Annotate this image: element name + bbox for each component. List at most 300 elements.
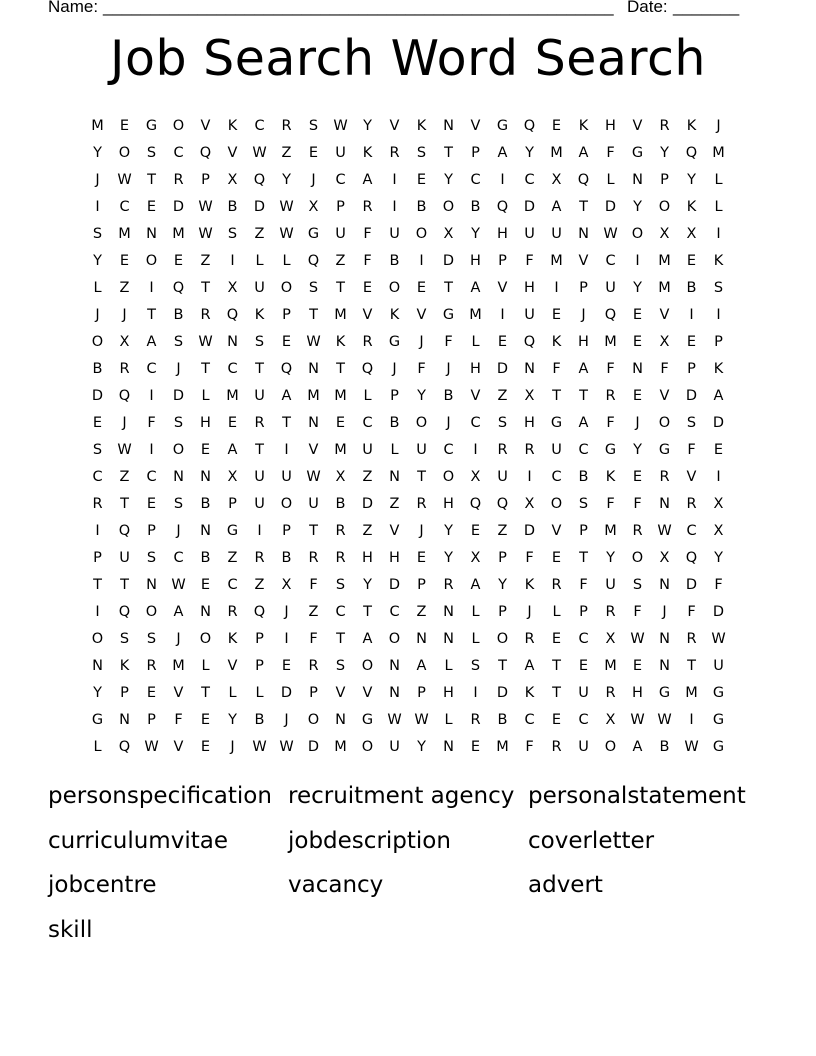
grid-letter: K: [254, 307, 265, 323]
grid-letter: W: [198, 334, 213, 350]
grid-letter: Z: [416, 604, 427, 620]
grid-letter: N: [416, 631, 427, 647]
grid-letter: W: [306, 334, 321, 350]
grid-letter: Y: [417, 388, 426, 404]
grid-letter: R: [335, 550, 346, 566]
grid-letter: C: [92, 469, 103, 485]
grid-letter: C: [335, 604, 346, 620]
grid-letter: H: [497, 226, 508, 242]
grid-letter: J: [446, 415, 451, 431]
grid-letter: J: [122, 307, 127, 323]
grid-letter: N: [146, 226, 157, 242]
grid-letter: W: [171, 577, 186, 593]
grid-letter: C: [551, 469, 562, 485]
grid-letter: B: [578, 469, 589, 485]
grid-letter: W: [279, 739, 294, 755]
grid-letter: I: [716, 226, 721, 242]
grid-letter: M: [334, 388, 347, 404]
grid-letter: K: [686, 199, 697, 215]
grid-letter: E: [416, 280, 427, 296]
grid-letter: V: [470, 118, 481, 134]
grid-letter: T: [363, 604, 372, 620]
grid-letter: A: [551, 199, 562, 215]
grid-letter: R: [254, 550, 265, 566]
grid-letter: G: [307, 226, 320, 242]
grid-letter: S: [146, 145, 157, 161]
grid-letter: O: [307, 712, 320, 728]
grid-letter: Y: [363, 577, 372, 593]
grid-letter: S: [254, 334, 265, 350]
grid-letter: O: [145, 253, 158, 269]
grid-letter: L: [363, 388, 372, 404]
grid-letter: G: [631, 145, 644, 161]
grid-letter: O: [496, 631, 509, 647]
grid-letter: P: [147, 523, 156, 539]
grid-row: [84, 437, 732, 464]
grid-letter: R: [416, 496, 427, 512]
grid-letter: K: [713, 361, 724, 377]
grid-letter: N: [443, 118, 454, 134]
grid-letter: J: [230, 739, 235, 755]
grid-letter: T: [579, 550, 588, 566]
grid-letter: B: [659, 739, 670, 755]
grid-letter: S: [686, 415, 697, 431]
grid-letter: V: [659, 307, 670, 323]
grid-letter: F: [309, 631, 318, 647]
grid-letter: V: [362, 685, 373, 701]
grid-letter: Z: [497, 523, 508, 539]
grid-letter: U: [605, 280, 616, 296]
grid-letter: D: [388, 577, 401, 593]
grid-letter: T: [552, 658, 561, 674]
grid-letter: C: [605, 253, 616, 269]
grid-letter: V: [227, 145, 238, 161]
grid-row: [84, 140, 732, 167]
grid-letter: G: [361, 712, 374, 728]
grid-letter: P: [714, 334, 723, 350]
grid-letter: P: [255, 658, 264, 674]
grid-letter: O: [415, 415, 428, 431]
grid-letter: M: [334, 442, 347, 458]
grid-letter: Y: [417, 739, 426, 755]
grid-letter: T: [309, 307, 318, 323]
grid-letter: W: [657, 523, 672, 539]
grid-letter: K: [578, 118, 589, 134]
grid-letter: Q: [604, 307, 617, 323]
grid-letter: P: [687, 361, 696, 377]
grid-letter: I: [95, 604, 100, 620]
grid-letter: L: [714, 199, 723, 215]
grid-letter: T: [120, 577, 129, 593]
grid-letter: B: [686, 280, 697, 296]
grid-letter: W: [333, 118, 348, 134]
grid-letter: L: [282, 253, 291, 269]
grid-letter: X: [227, 469, 238, 485]
grid-letter: E: [119, 253, 130, 269]
grid-letter: R: [524, 442, 535, 458]
grid-letter: S: [92, 226, 103, 242]
grid-letter: F: [525, 253, 534, 269]
grid-letter: P: [579, 523, 588, 539]
grid-letter: H: [389, 550, 400, 566]
grid-letter: J: [527, 604, 532, 620]
grid-letter: N: [200, 523, 211, 539]
grid-letter: Q: [307, 253, 320, 269]
grid-letter: K: [227, 631, 238, 647]
grid-letter: E: [281, 658, 292, 674]
grid-letter: J: [581, 307, 586, 323]
grid-letter: R: [686, 631, 697, 647]
grid-letter: Y: [282, 172, 291, 188]
grid-letter: I: [392, 172, 397, 188]
grid-row: [84, 356, 732, 383]
grid-row: [84, 329, 732, 356]
grid-letter: H: [443, 496, 454, 512]
grid-letter: T: [336, 631, 345, 647]
grid-letter: T: [147, 172, 156, 188]
grid-letter: E: [713, 442, 724, 458]
grid-letter: T: [255, 442, 264, 458]
grid-letter: J: [419, 523, 424, 539]
grid-letter: E: [551, 307, 562, 323]
grid-letter: O: [172, 118, 185, 134]
grid-letter: J: [635, 415, 640, 431]
grid-letter: F: [687, 604, 696, 620]
word-list-item: skill: [48, 916, 93, 943]
grid-letter: L: [714, 172, 723, 188]
grid-letter: P: [201, 172, 210, 188]
grid-letter: J: [662, 604, 667, 620]
grid-letter: F: [552, 361, 561, 377]
grid-letter: P: [228, 496, 237, 512]
grid-letter: W: [117, 172, 132, 188]
grid-letter: H: [470, 253, 481, 269]
grid-letter: R: [119, 361, 130, 377]
grid-letter: T: [201, 685, 210, 701]
grid-letter: N: [524, 361, 535, 377]
grid-letter: Q: [118, 388, 131, 404]
grid-letter: T: [552, 388, 561, 404]
grid-letter: C: [146, 361, 157, 377]
grid-letter: U: [281, 469, 292, 485]
grid-letter: I: [527, 469, 532, 485]
grid-row: [84, 707, 732, 734]
grid-letter: K: [605, 469, 616, 485]
grid-letter: F: [633, 496, 642, 512]
grid-letter: F: [606, 145, 615, 161]
grid-letter: Q: [118, 604, 131, 620]
grid-letter: O: [280, 280, 293, 296]
grid-letter: X: [605, 631, 616, 647]
grid-letter: E: [200, 577, 211, 593]
grid-letter: U: [254, 388, 265, 404]
grid-letter: C: [578, 631, 589, 647]
grid-letter: R: [659, 118, 670, 134]
grid-letter: F: [147, 415, 156, 431]
grid-letter: P: [120, 685, 129, 701]
grid-letter: X: [605, 712, 616, 728]
grid-letter: W: [252, 145, 267, 161]
grid-letter: G: [658, 442, 671, 458]
grid-letter: J: [392, 361, 397, 377]
grid-letter: V: [173, 739, 184, 755]
grid-letter: U: [416, 442, 427, 458]
grid-letter: R: [92, 496, 103, 512]
grid-row: [84, 194, 732, 221]
grid-letter: U: [254, 469, 265, 485]
grid-letter: R: [389, 145, 400, 161]
grid-letter: E: [632, 388, 643, 404]
grid-letter: R: [497, 442, 508, 458]
grid-letter: F: [525, 550, 534, 566]
grid-letter: Q: [199, 145, 212, 161]
grid-row: [84, 464, 732, 491]
grid-letter: C: [254, 118, 265, 134]
grid-letter: D: [685, 577, 698, 593]
grid-letter: A: [524, 658, 535, 674]
grid-letter: O: [442, 469, 455, 485]
grid-letter: M: [226, 388, 239, 404]
grid-letter: J: [716, 118, 721, 134]
grid-letter: U: [551, 442, 562, 458]
grid-letter: K: [416, 118, 427, 134]
grid-row: [84, 545, 732, 572]
grid-letter: P: [93, 550, 102, 566]
grid-letter: B: [200, 550, 211, 566]
grid-letter: Y: [606, 550, 615, 566]
grid-letter: U: [308, 496, 319, 512]
grid-letter: R: [281, 118, 292, 134]
grid-letter: K: [551, 334, 562, 350]
grid-letter: T: [444, 145, 453, 161]
grid-letter: B: [227, 199, 238, 215]
grid-letter: U: [524, 307, 535, 323]
grid-letter: B: [335, 496, 346, 512]
grid-letter: Q: [226, 307, 239, 323]
word-list-item: personspecification: [48, 783, 272, 809]
grid-letter: O: [91, 631, 104, 647]
page-title: Job Search Word Search: [110, 30, 706, 87]
grid-row: [84, 248, 732, 275]
grid-letter: H: [443, 685, 454, 701]
grid-letter: Y: [228, 712, 237, 728]
grid-letter: I: [500, 172, 505, 188]
grid-letter: E: [308, 145, 319, 161]
grid-letter: N: [443, 739, 454, 755]
grid-row: [84, 734, 732, 761]
grid-row: [84, 626, 732, 653]
grid-letter: N: [443, 631, 454, 647]
grid-letter: K: [335, 334, 346, 350]
grid-letter: G: [658, 685, 671, 701]
grid-letter: T: [444, 280, 453, 296]
grid-letter: K: [389, 307, 400, 323]
grid-letter: M: [334, 307, 347, 323]
grid-letter: J: [176, 631, 181, 647]
grid-letter: Y: [363, 118, 372, 134]
word-list-item: advert: [528, 872, 603, 898]
grid-letter: L: [201, 658, 210, 674]
grid-letter: E: [200, 712, 211, 728]
grid-letter: N: [389, 658, 400, 674]
grid-letter: Y: [687, 172, 696, 188]
grid-letter: Q: [685, 145, 698, 161]
grid-letter: R: [146, 658, 157, 674]
grid-letter: C: [119, 199, 130, 215]
grid-letter: V: [578, 253, 589, 269]
grid-letter: Q: [523, 334, 536, 350]
grid-letter: M: [658, 253, 671, 269]
grid-letter: P: [417, 577, 426, 593]
grid-letter: G: [550, 415, 563, 431]
grid-letter: E: [551, 631, 562, 647]
grid-letter: H: [470, 361, 481, 377]
grid-letter: E: [173, 253, 184, 269]
grid-letter: S: [308, 118, 319, 134]
grid-letter: Z: [200, 253, 211, 269]
grid-letter: U: [335, 226, 346, 242]
grid-letter: M: [658, 280, 671, 296]
grid-letter: J: [122, 415, 127, 431]
grid-letter: E: [470, 523, 481, 539]
grid-letter: N: [389, 685, 400, 701]
grid-letter: Y: [714, 550, 723, 566]
grid-letter: L: [93, 739, 102, 755]
grid-letter: B: [173, 307, 184, 323]
grid-letter: G: [712, 685, 725, 701]
grid-letter: R: [686, 496, 697, 512]
grid-letter: C: [524, 712, 535, 728]
grid-letter: D: [91, 388, 104, 404]
grid-letter: E: [632, 658, 643, 674]
grid-letter: A: [416, 658, 427, 674]
grid-letter: U: [389, 739, 400, 755]
grid-letter: F: [309, 577, 318, 593]
grid-letter: E: [416, 550, 427, 566]
grid-letter: E: [686, 334, 697, 350]
grid-letter: I: [149, 280, 154, 296]
grid-letter: S: [335, 658, 346, 674]
grid-letter: T: [417, 469, 426, 485]
grid-letter: D: [523, 523, 536, 539]
grid-letter: W: [279, 226, 294, 242]
grid-letter: L: [471, 631, 480, 647]
grid-letter: Q: [172, 280, 185, 296]
grid-letter: J: [419, 334, 424, 350]
grid-letter: E: [632, 307, 643, 323]
word-list: [48, 780, 768, 958]
grid-letter: Y: [444, 172, 453, 188]
grid-letter: H: [632, 685, 643, 701]
grid-letter: M: [307, 388, 320, 404]
grid-letter: K: [227, 118, 238, 134]
grid-letter: N: [119, 712, 130, 728]
grid-letter: B: [389, 253, 400, 269]
grid-letter: X: [335, 469, 346, 485]
grid-letter: P: [471, 145, 480, 161]
grid-letter: W: [603, 226, 618, 242]
grid-letter: H: [200, 415, 211, 431]
grid-letter: O: [172, 442, 185, 458]
grid-letter: H: [578, 334, 589, 350]
grid-letter: J: [311, 172, 316, 188]
grid-letter: C: [227, 577, 238, 593]
grid-letter: E: [632, 334, 643, 350]
grid-letter: V: [551, 523, 562, 539]
grid-row: [84, 302, 732, 329]
grid-letter: F: [714, 577, 723, 593]
grid-letter: A: [578, 145, 589, 161]
grid-letter: A: [281, 388, 292, 404]
grid-letter: A: [713, 388, 724, 404]
grid-letter: W: [198, 226, 213, 242]
grid-letter: V: [335, 685, 346, 701]
grid-letter: R: [443, 577, 454, 593]
grid-letter: I: [284, 442, 289, 458]
grid-letter: G: [145, 118, 158, 134]
grid-letter: E: [578, 658, 589, 674]
grid-letter: E: [335, 415, 346, 431]
grid-letter: V: [227, 658, 238, 674]
grid-letter: Z: [227, 550, 238, 566]
grid-letter: L: [201, 388, 210, 404]
grid-letter: Z: [119, 469, 130, 485]
word-list-item: personalstatement: [528, 783, 746, 809]
grid-letter: I: [230, 253, 235, 269]
grid-letter: D: [307, 739, 320, 755]
grid-letter: O: [658, 199, 671, 215]
grid-letter: S: [470, 658, 481, 674]
grid-letter: U: [119, 550, 130, 566]
grid-letter: T: [579, 199, 588, 215]
grid-letter: T: [336, 361, 345, 377]
grid-letter: Y: [525, 145, 534, 161]
grid-letter: F: [606, 361, 615, 377]
grid-letter: O: [658, 415, 671, 431]
grid-row: [84, 572, 732, 599]
grid-letter: V: [686, 469, 697, 485]
grid-letter: E: [551, 118, 562, 134]
grid-letter: R: [362, 199, 373, 215]
grid-letter: Y: [93, 145, 102, 161]
grid-letter: S: [173, 496, 184, 512]
grid-letter: P: [255, 631, 264, 647]
grid-letter: W: [657, 712, 672, 728]
grid-letter: E: [632, 469, 643, 485]
grid-letter: Q: [253, 172, 266, 188]
grid-letter: T: [120, 496, 129, 512]
grid-letter: E: [200, 442, 211, 458]
grid-letter: O: [199, 631, 212, 647]
grid-letter: Y: [633, 280, 642, 296]
grid-letter: E: [686, 253, 697, 269]
grid-row: [84, 383, 732, 410]
grid-letter: B: [200, 496, 211, 512]
grid-letter: G: [388, 334, 401, 350]
grid-letter: I: [95, 523, 100, 539]
grid-letter: B: [389, 415, 400, 431]
grid-letter: I: [149, 388, 154, 404]
word-list-item: jobcentre: [48, 872, 157, 898]
grid-row: [84, 113, 732, 140]
grid-letter: V: [632, 118, 643, 134]
grid-letter: R: [551, 577, 562, 593]
grid-letter: M: [550, 145, 563, 161]
grid-letter: C: [524, 172, 535, 188]
grid-letter: M: [496, 739, 509, 755]
grid-letter: Y: [633, 442, 642, 458]
grid-letter: F: [525, 739, 534, 755]
